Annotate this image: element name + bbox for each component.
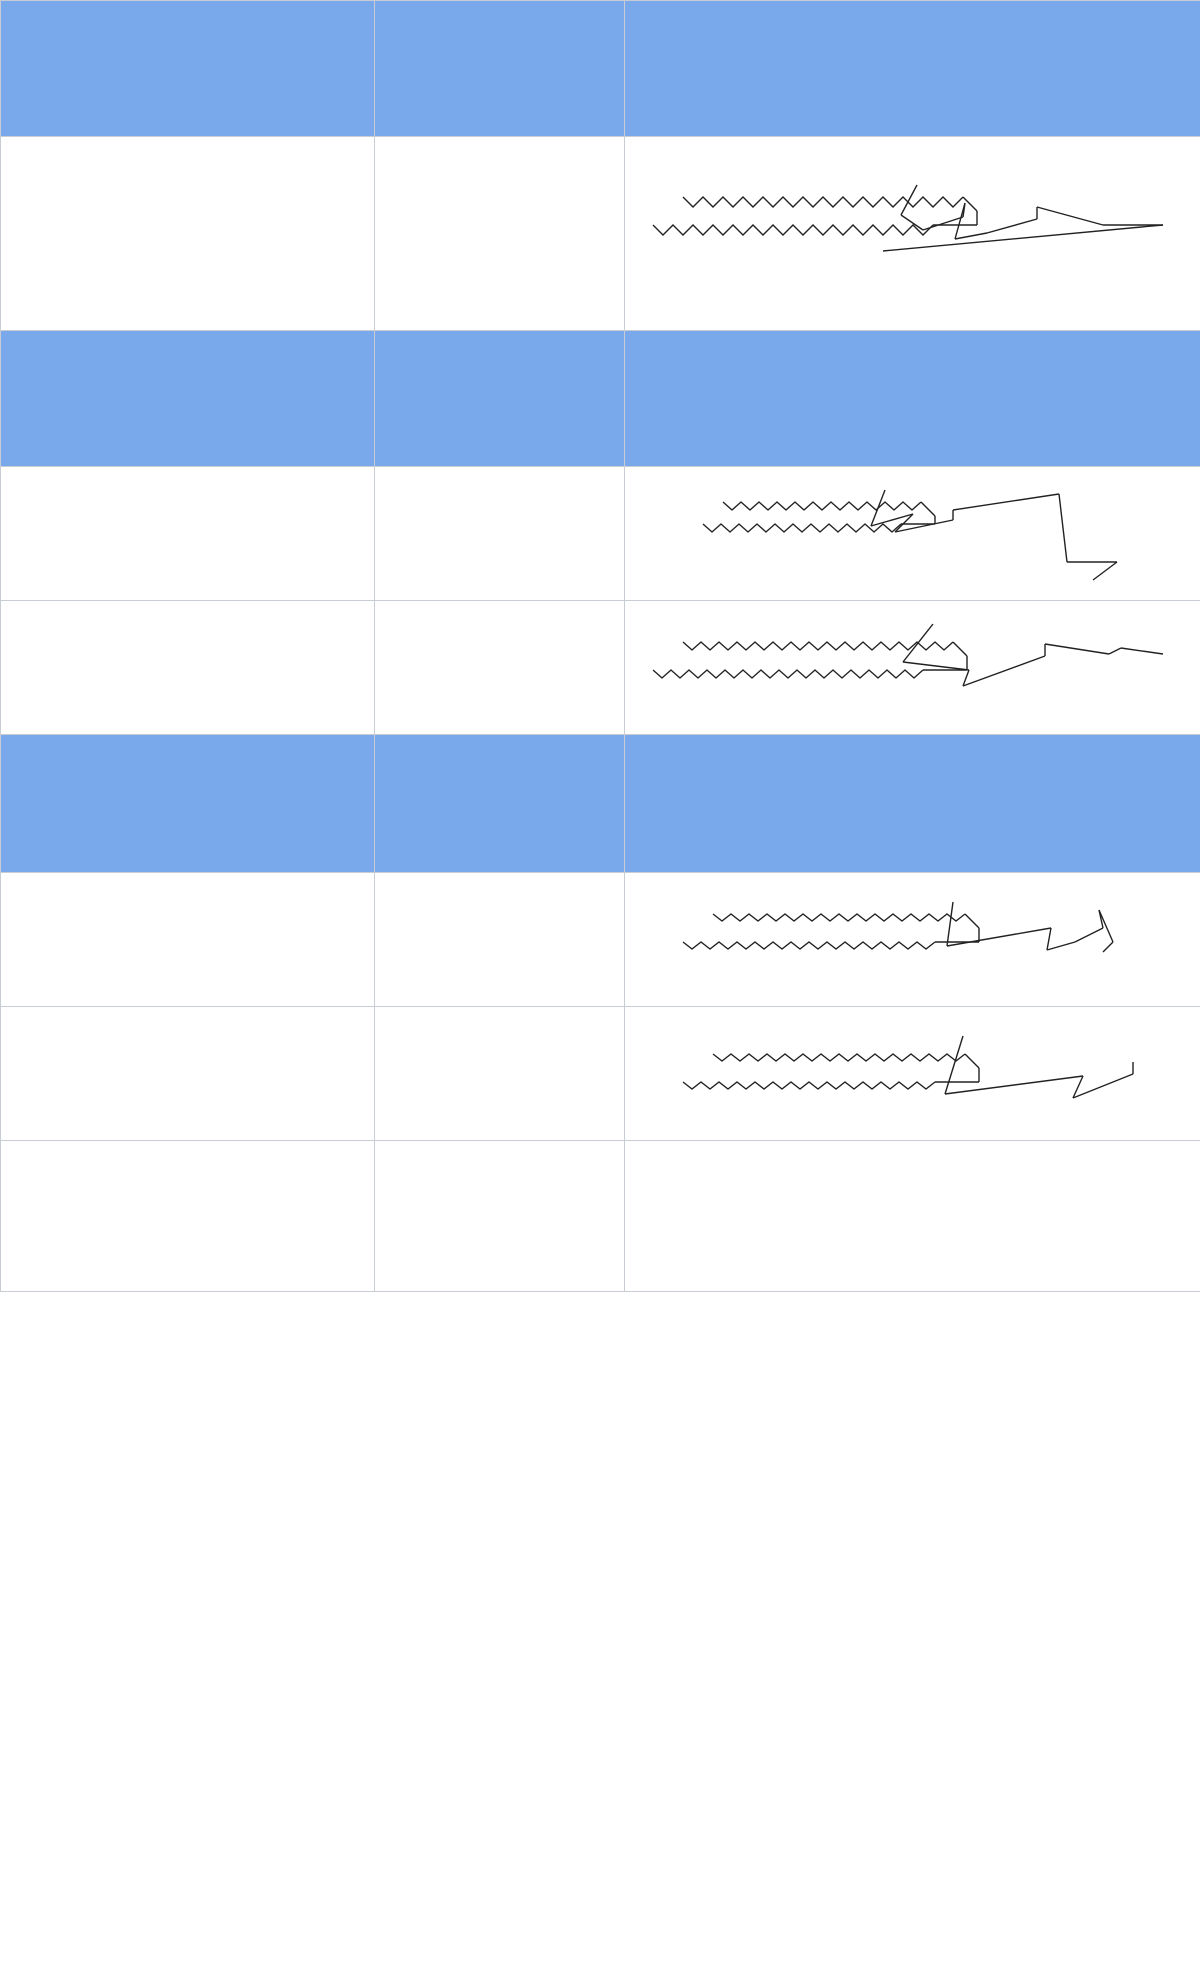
table-row: [1, 873, 1200, 1007]
compound-name: [1, 1141, 375, 1292]
head-bond: [901, 185, 917, 215]
head-bond: [1059, 494, 1067, 562]
upper-fatty-chain: [723, 502, 921, 510]
table-row: [1, 601, 1200, 735]
head-bond: [955, 233, 987, 239]
structure-header: [625, 331, 1200, 467]
compound-name: [1, 601, 375, 735]
cas-number: [375, 873, 625, 1007]
upper-fatty-chain: [713, 914, 965, 921]
cas-header: [375, 331, 625, 467]
head-bond: [1109, 648, 1121, 654]
compound-name: [1, 137, 375, 331]
compound-name: [1, 1007, 375, 1141]
cas-header: [375, 1, 625, 137]
head-bond: [903, 662, 969, 670]
chemical-structure-drawing: [663, 880, 1163, 1000]
head-bond: [1099, 910, 1113, 942]
category-header: [1, 331, 375, 467]
head-bond: [955, 203, 965, 239]
head-bond: [1075, 928, 1103, 942]
compound-name: [1, 467, 375, 601]
head-bond: [945, 1076, 1083, 1094]
chemical-structure-drawing: [643, 159, 1183, 309]
compound-name: [1, 873, 375, 1007]
upper-fatty-chain: [683, 197, 963, 207]
cas-number: [375, 137, 625, 331]
head-bond: [1037, 207, 1103, 225]
head-bond: [895, 520, 953, 532]
lower-fatty-chain: [653, 670, 923, 678]
head-bond: [1121, 648, 1163, 654]
lower-fatty-chain: [683, 942, 935, 949]
head-bond: [923, 217, 963, 230]
head-bond: [903, 624, 933, 662]
head-bond: [947, 928, 1051, 946]
head-bond: [1047, 928, 1051, 950]
structure-cell: [625, 1141, 1200, 1292]
structure-cell: [625, 601, 1200, 735]
head-bond: [1045, 644, 1109, 654]
cas-number: [375, 1007, 625, 1141]
head-bond: [963, 656, 1045, 686]
ester-bond: [953, 642, 967, 656]
head-bond: [1103, 942, 1113, 952]
head-bond: [953, 494, 1059, 510]
head-bond: [1093, 562, 1117, 580]
head-bond: [945, 1036, 963, 1094]
head-bond: [987, 219, 1037, 233]
section-header-row: [1, 735, 1200, 873]
cas-number: [375, 601, 625, 735]
ester-bond: [965, 914, 979, 928]
cas-number: [375, 1141, 625, 1292]
head-bond: [901, 215, 923, 230]
ester-bond: [921, 502, 935, 516]
structure-header: [625, 1, 1200, 137]
upper-fatty-chain: [683, 642, 953, 650]
head-bond: [1047, 942, 1075, 950]
category-header: [1, 1, 375, 137]
chemical-structure-drawing: [663, 1014, 1163, 1134]
lipid-table-body: [1, 1, 1200, 1292]
section-header-row: [1, 331, 1200, 467]
ester-bond: [965, 1054, 979, 1068]
category-header: [1, 735, 375, 873]
table-row: [1, 1141, 1200, 1292]
upper-fatty-chain: [713, 1054, 965, 1061]
lower-fatty-chain: [653, 225, 933, 235]
structure-cell: [625, 873, 1200, 1007]
structure-cell: [625, 1007, 1200, 1141]
chemical-structure-drawing: [643, 608, 1183, 728]
cas-header: [375, 735, 625, 873]
structure-cell: [625, 137, 1200, 331]
chemical-structure-drawing: [763, 1141, 1063, 1291]
chemical-structure-drawing: [663, 474, 1163, 594]
structure-header: [625, 735, 1200, 873]
lower-fatty-chain: [683, 1082, 935, 1089]
table-row: [1, 1007, 1200, 1141]
cas-number: [375, 467, 625, 601]
section-header-row: [1, 1, 1200, 137]
head-bond: [947, 902, 953, 946]
structure-cell: [625, 467, 1200, 601]
table-row: [1, 137, 1200, 331]
table-row: [1, 467, 1200, 601]
